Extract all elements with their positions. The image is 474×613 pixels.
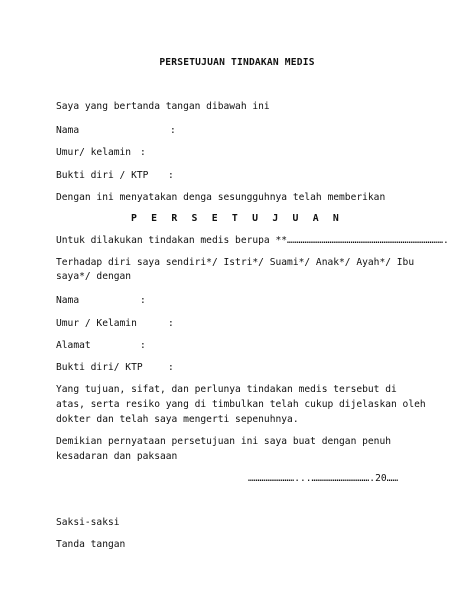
field-nama-colon: : bbox=[170, 125, 176, 136]
paragraph1-line1: Yang tujuan, sifat, dan perlunya tindakan medis tersebut di bbox=[56, 384, 397, 395]
field2-nama bbox=[56, 295, 146, 307]
field2-alamat-colon: : bbox=[140, 340, 146, 351]
field-umur-kelamin-colon: : bbox=[140, 147, 146, 158]
tanda-tangan-label: Tanda tangan bbox=[56, 539, 126, 550]
field2-bukti-diri-colon: : bbox=[168, 362, 174, 373]
field2-nama-label: Nama bbox=[56, 295, 80, 306]
relation-text-line1: Terhadap diri saya sendiri*/ Istri*/ Suami*/ Anak*/ Ayah*/ Ibu bbox=[56, 257, 415, 268]
saksi-label: Saksi-saksi bbox=[56, 517, 120, 528]
paragraph2-line1: Demikian pernyataan persetujuan ini saya buat dengan penuh bbox=[56, 436, 392, 447]
field-umur-kelamin-label: Umur/ kelamin bbox=[56, 147, 132, 158]
paragraph1-line3: dokter dan telah saya mengerti sepenuhnya. bbox=[56, 414, 299, 425]
field2-umur-kelamin-label: Umur / Kelamin bbox=[56, 318, 137, 329]
paragraph2-line2: kesadaran dan paksaan bbox=[56, 451, 178, 462]
field2-alamat-label: Alamat bbox=[56, 340, 91, 351]
field2-alamat bbox=[56, 340, 146, 352]
document-title: PERSETUJUAN TINDAKAN MEDIS bbox=[159, 57, 315, 68]
field2-bukti-diri bbox=[56, 362, 174, 374]
field-nama bbox=[56, 125, 176, 137]
field-bukti-diri-label: Bukti diri / KTP bbox=[56, 170, 149, 181]
paragraph1-line2: atas, serta resiko yang di timbulkan telah cukup dijelaskan oleh bbox=[56, 399, 426, 410]
field-umur-kelamin bbox=[56, 147, 146, 159]
field2-nama-colon: : bbox=[140, 295, 146, 306]
date-place-line: ……………………...………………………….20…… bbox=[248, 473, 399, 484]
field2-umur-kelamin-colon: : bbox=[168, 318, 174, 329]
relation-text-line2: saya*/ dengan bbox=[56, 271, 132, 282]
statement-text: Dengan ini menyatakan denga sesungguhnya telah memberikan bbox=[56, 192, 386, 203]
field-nama-label: Nama bbox=[56, 125, 80, 136]
section-heading: P E R S E T U J U A N bbox=[130, 213, 344, 224]
intro-text: Saya yang bertanda tangan dibawah ini bbox=[56, 101, 270, 112]
field2-bukti-diri-label: Bukti diri/ KTP bbox=[56, 362, 143, 373]
field2-umur-kelamin bbox=[56, 318, 174, 330]
purpose-text: Untuk dilakukan tindakan medis berupa **………………………………………………………………………. bbox=[56, 235, 449, 246]
field-bukti-diri bbox=[56, 170, 174, 182]
field-bukti-diri-colon: : bbox=[168, 170, 174, 181]
